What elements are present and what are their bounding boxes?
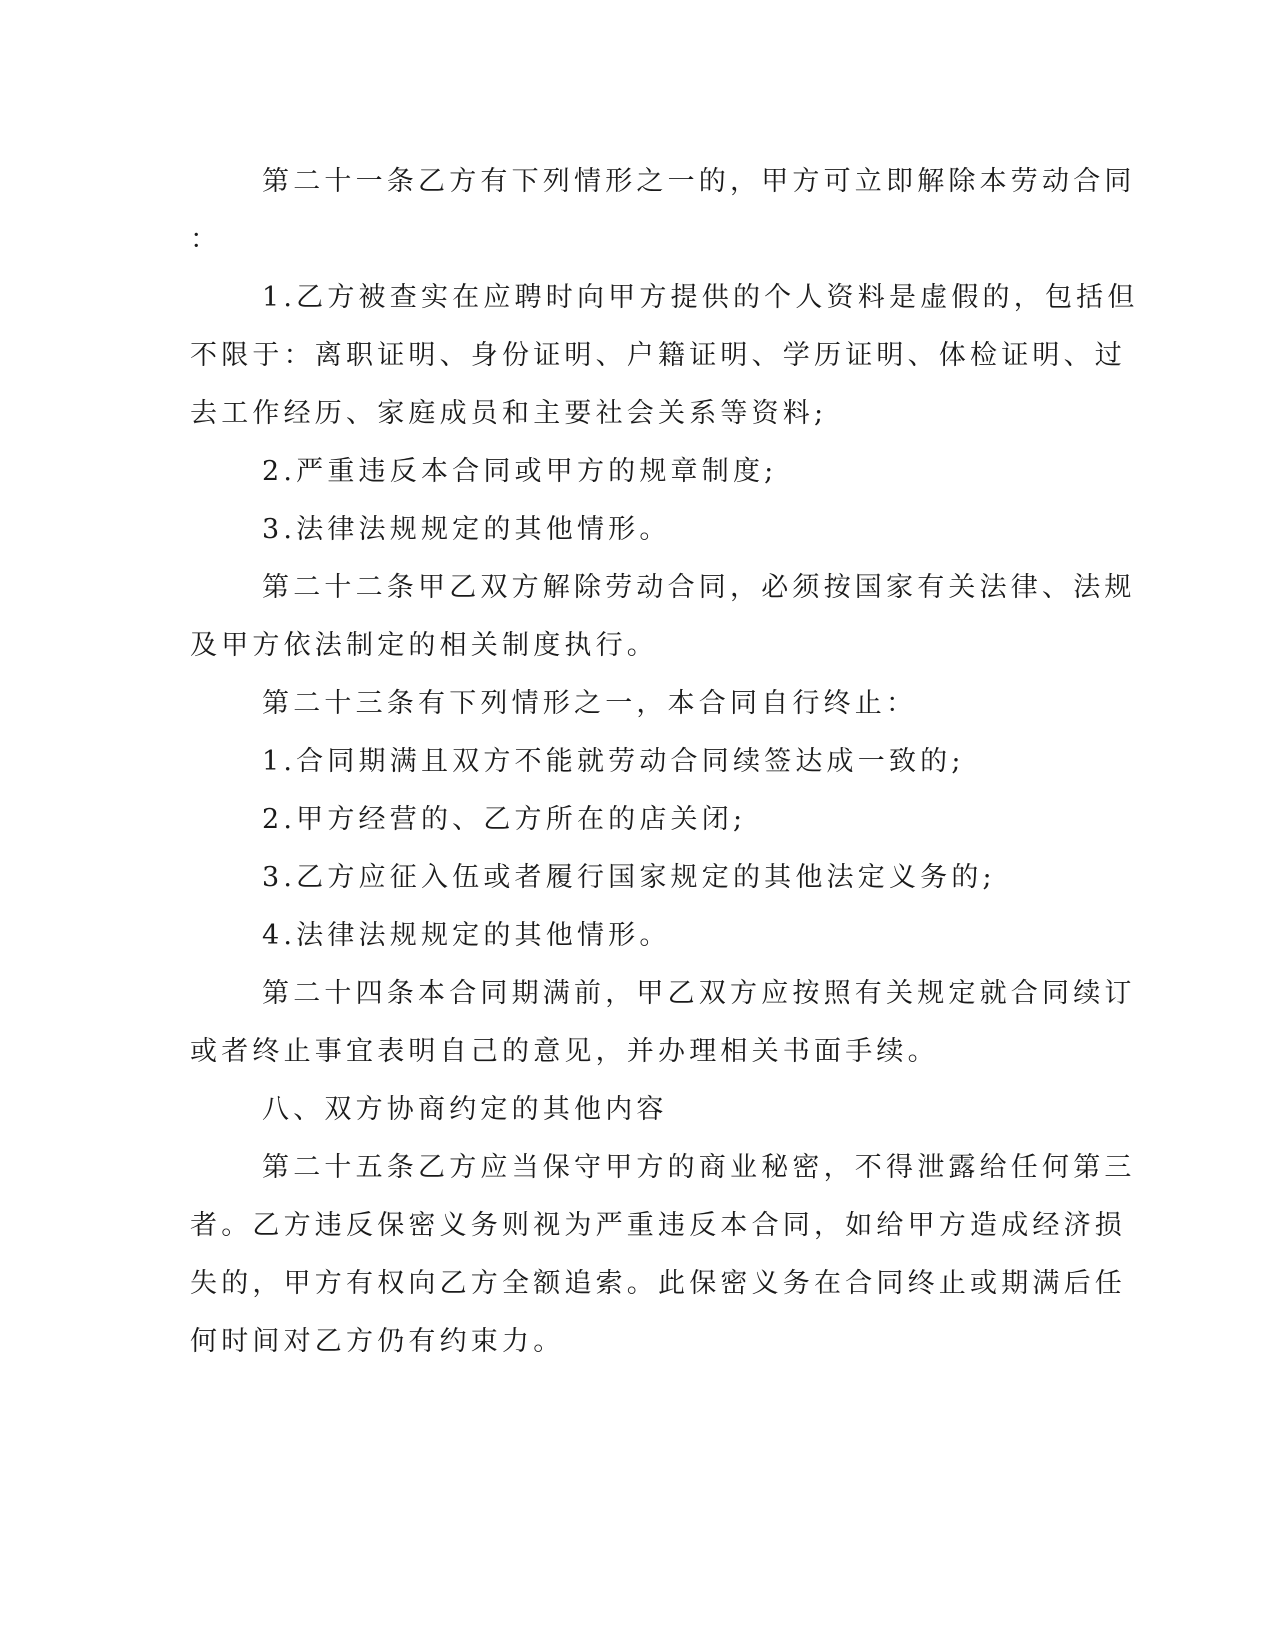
article-23-item-4: 4.法律法规规定的其他情形。 <box>262 920 671 951</box>
article-24: 第二十四条本合同期满前，甲乙双方应按照有关规定就合同续订 <box>262 978 1136 1009</box>
section-8-heading: 八、双方协商约定的其他内容 <box>262 1094 668 1125</box>
article-21-item-2: 2.严重违反本合同或甲方的规章制度; <box>262 456 778 487</box>
article-21-heading-cont: ： <box>190 224 222 255</box>
article-22-cont: 及甲方依法制定的相关制度执行。 <box>190 630 658 661</box>
article-21-item-1-cont-1: 不限于：离职证明、身份证明、户籍证明、学历证明、体检证明、过 <box>190 340 1126 371</box>
article-23-item-1: 1.合同期满且双方不能就劳动合同续签达成一致的; <box>262 746 965 777</box>
article-23-item-3: 3.乙方应征入伍或者履行国家规定的其他法定义务的; <box>262 862 996 893</box>
article-21-heading: 第二十一条乙方有下列情形之一的，甲方可立即解除本劳动合同 <box>262 166 1136 197</box>
article-23-heading: 第二十三条有下列情形之一，本合同自行终止： <box>262 688 918 719</box>
article-25-cont-2: 失的，甲方有权向乙方全额追索。此保密义务在合同终止或期满后任 <box>190 1268 1126 1299</box>
article-24-cont: 或者终止事宜表明自己的意见，并办理相关书面手续。 <box>190 1036 939 1067</box>
article-21-item-1-cont-2: 去工作经历、家庭成员和主要社会关系等资料; <box>190 398 828 429</box>
article-21-item-1: 1.乙方被查实在应聘时向甲方提供的个人资料是虚假的，包括但 <box>262 282 1139 313</box>
article-25-cont-3: 何时间对乙方仍有约束力。 <box>190 1326 565 1357</box>
article-21-item-3: 3.法律法规规定的其他情形。 <box>262 514 671 545</box>
article-22: 第二十二条甲乙双方解除劳动合同，必须按国家有关法律、法规 <box>262 572 1136 603</box>
article-25-cont-1: 者。乙方违反保密义务则视为严重违反本合同，如给甲方造成经济损 <box>190 1210 1126 1241</box>
article-25: 第二十五条乙方应当保守甲方的商业秘密，不得泄露给任何第三 <box>262 1152 1136 1183</box>
article-23-item-2: 2.甲方经营的、乙方所在的店关闭; <box>262 804 747 835</box>
